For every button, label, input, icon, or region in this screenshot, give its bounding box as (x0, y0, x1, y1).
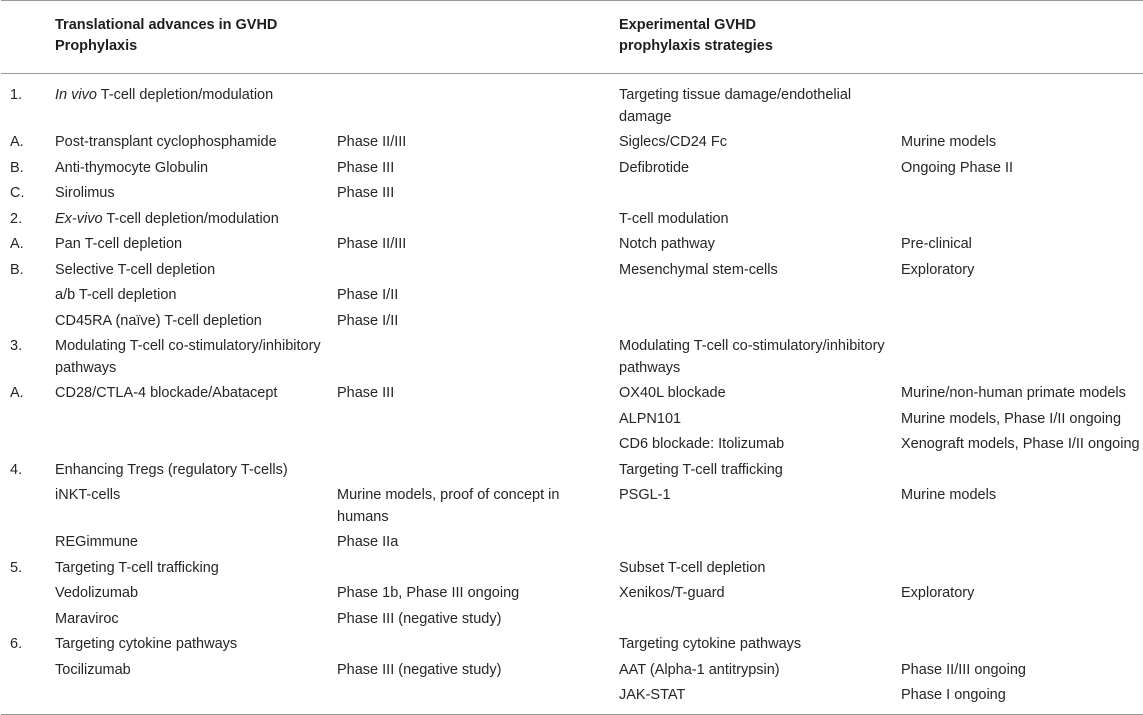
row-number: A. (10, 236, 24, 252)
right-strategy: Targeting T-cell trafficking (619, 461, 783, 478)
table-row (1, 232, 1143, 258)
table-row (1, 683, 1143, 714)
right-status (893, 207, 1143, 233)
row-number: B. (10, 159, 24, 176)
left-strategy (47, 683, 329, 714)
left-strategy-text: Sirolimus (55, 185, 115, 201)
right-status: Exploratory (901, 585, 975, 601)
right-strategy (611, 530, 893, 556)
right-status: Ongoing Phase II (901, 159, 1014, 176)
left-strategy (47, 530, 329, 556)
left-strategy-text: T-cell depletion/modulation (96, 87, 274, 103)
table-row (1, 130, 1143, 156)
header-left-title (47, 1, 329, 74)
left-strategy-text: Targeting cytokine pathways (55, 636, 238, 652)
left-strategy-text: REGimmune (55, 534, 138, 550)
left-strategy-text: Pan T-cell depletion (55, 236, 183, 252)
left-status: Phase 1b, Phase III ongoing (337, 585, 520, 601)
left-status (329, 432, 611, 458)
row-number (1, 683, 47, 714)
row-number: C. (10, 185, 25, 201)
table-row (1, 556, 1143, 582)
row-number: A. (10, 385, 24, 401)
table-row (1, 207, 1143, 233)
right-strategy (611, 181, 893, 207)
right-status (893, 632, 1143, 658)
left-status: Phase III (337, 185, 395, 201)
right-strategy: Notch pathway (619, 236, 715, 252)
left-status: Phase II/III (337, 236, 407, 252)
left-status: Phase III (337, 385, 395, 401)
right-status: Exploratory (901, 261, 975, 278)
right-strategy: OX40L blockade (619, 385, 726, 401)
left-strategy (47, 232, 329, 258)
right-status (893, 74, 1143, 131)
table-row (1, 181, 1143, 207)
row-number: 2. (10, 210, 23, 227)
right-status (893, 309, 1143, 335)
left-strategy (47, 483, 329, 530)
table-row (1, 658, 1143, 684)
row-number: B. (10, 261, 24, 278)
left-strategy (47, 581, 329, 607)
left-strategy (47, 334, 329, 381)
left-strategy-text: CD28/CTLA-4 blockade/Abatacept (55, 385, 278, 401)
left-strategy-text: Selective T-cell depletion (55, 261, 216, 278)
left-status (329, 407, 611, 433)
table-row (1, 156, 1143, 182)
right-status (893, 607, 1143, 633)
gvhd-prophylaxis-table (1, 0, 1143, 715)
left-strategy (47, 309, 329, 335)
row-number (1, 658, 47, 684)
right-strategy: AAT (Alpha-1 antitrypsin) (619, 661, 780, 678)
left-strategy (47, 181, 329, 207)
right-strategy: ALPN101 (619, 410, 682, 427)
right-strategy: PSGL-1 (619, 487, 671, 503)
row-number: 1. (10, 87, 23, 103)
row-number: 5. (10, 559, 23, 576)
left-strategy-text: Post-transplant cyclophosphamide (55, 134, 277, 150)
table-row (1, 607, 1143, 633)
left-strategy-text: Vedolizumab (55, 585, 139, 601)
left-status: Phase I/II (337, 312, 399, 329)
right-strategy: Modulating T-cell co-stimulatory/inhibitory pathways (619, 338, 885, 376)
header-right-title (611, 1, 893, 74)
table-row (1, 530, 1143, 556)
right-status: Pre-clinical (901, 236, 972, 252)
left-strategy (47, 207, 329, 233)
header-left-title-text: Translational advances in GVHD Prophylaxis (55, 17, 278, 54)
left-strategy-italic: In vivo (55, 87, 97, 103)
left-strategy (47, 74, 329, 131)
left-strategy-text: Tocilizumab (55, 661, 131, 678)
right-status: Phase II/III ongoing (901, 661, 1026, 678)
left-strategy-italic: Ex-vivo (55, 210, 103, 227)
row-number (1, 483, 47, 530)
row-number (1, 530, 47, 556)
left-strategy-text: a/b T-cell depletion (55, 287, 177, 303)
left-strategy-text: iNKT-cells (55, 487, 121, 503)
left-strategy (47, 432, 329, 458)
table-row (1, 334, 1143, 381)
right-strategy (611, 283, 893, 309)
right-status (893, 283, 1143, 309)
left-strategy (47, 407, 329, 433)
table-row (1, 381, 1143, 407)
row-number (1, 309, 47, 335)
right-strategy: Targeting tissue damage/endothelial damage (619, 87, 852, 125)
left-status: Phase II/III (337, 134, 407, 150)
left-status (329, 458, 611, 484)
left-status (329, 334, 611, 381)
left-strategy (47, 283, 329, 309)
table-row (1, 632, 1143, 658)
left-strategy (47, 130, 329, 156)
left-strategy-text: Maraviroc (55, 610, 119, 627)
left-status: Phase I/II (337, 287, 399, 303)
header-right-status-cell (893, 1, 1143, 74)
right-strategy: CD6 blockade: Itolizumab (619, 436, 785, 452)
header-number-cell (1, 1, 47, 74)
left-status (329, 258, 611, 284)
right-status (893, 334, 1143, 381)
table-body (1, 74, 1143, 715)
right-status: Murine/non-human primate models (901, 385, 1126, 401)
left-strategy (47, 258, 329, 284)
table-row (1, 581, 1143, 607)
left-strategy (47, 556, 329, 582)
left-status (329, 632, 611, 658)
table-header-row (1, 1, 1143, 74)
left-strategy-text: CD45RA (naïve) T-cell depletion (55, 312, 262, 329)
table-row (1, 458, 1143, 484)
left-strategy (47, 458, 329, 484)
table-row (1, 283, 1143, 309)
left-strategy (47, 156, 329, 182)
row-number: 6. (10, 636, 23, 652)
left-strategy (47, 607, 329, 633)
right-status (893, 556, 1143, 582)
table-row (1, 407, 1143, 433)
table-row (1, 309, 1143, 335)
left-strategy (47, 381, 329, 407)
left-status (329, 683, 611, 714)
left-strategy-text: Modulating T-cell co-stimulatory/inhibitory pathways (55, 338, 321, 376)
table-row (1, 432, 1143, 458)
left-strategy (47, 632, 329, 658)
left-status: Phase IIa (337, 534, 399, 550)
left-status: Phase III (337, 159, 395, 176)
right-status: Murine models (901, 487, 997, 503)
left-strategy (47, 658, 329, 684)
left-status: Murine models, proof of concept in humans (337, 487, 560, 525)
right-status (893, 458, 1143, 484)
right-strategy: Subset T-cell depletion (619, 559, 766, 576)
right-status: Phase I ongoing (901, 687, 1006, 703)
left-status: Phase III (negative study) (337, 661, 502, 678)
row-number: 3. (10, 338, 23, 354)
row-number (1, 581, 47, 607)
row-number (1, 607, 47, 633)
right-strategy (611, 607, 893, 633)
table-row (1, 74, 1143, 131)
table-row (1, 483, 1143, 530)
row-number: 4. (10, 461, 23, 478)
right-strategy: Targeting cytokine pathways (619, 636, 802, 652)
right-strategy: Defibrotide (619, 159, 690, 176)
left-strategy-text: T-cell depletion/modulation (102, 210, 279, 227)
row-number (1, 432, 47, 458)
right-status (893, 530, 1143, 556)
header-left-status-cell (329, 1, 611, 74)
right-status: Xenograft models, Phase I/II ongoing (901, 436, 1140, 452)
row-number (1, 407, 47, 433)
row-number (1, 283, 47, 309)
header-right-title-text: Experimental GVHD prophylaxis strategies (619, 17, 773, 54)
right-strategy: Siglecs/CD24 Fc (619, 134, 727, 150)
right-strategy: JAK-STAT (619, 687, 686, 703)
left-status: Phase III (negative study) (337, 610, 502, 627)
right-strategy: Xenikos/T-guard (619, 585, 725, 601)
row-number: A. (10, 134, 24, 150)
right-status: Murine models, Phase I/II ongoing (901, 410, 1122, 427)
right-status (893, 181, 1143, 207)
left-strategy-text: Enhancing Tregs (regulatory T-cells) (55, 461, 288, 478)
right-status: Murine models (901, 134, 997, 150)
left-strategy-text: Targeting T-cell trafficking (55, 559, 219, 576)
left-status (329, 74, 611, 131)
right-strategy (611, 309, 893, 335)
left-strategy-text: Anti-thymocyte Globulin (55, 159, 209, 176)
table-row (1, 258, 1143, 284)
left-status (329, 556, 611, 582)
right-strategy: Mesenchymal stem-cells (619, 261, 778, 278)
right-strategy: T-cell modulation (619, 210, 729, 227)
left-status (329, 207, 611, 233)
